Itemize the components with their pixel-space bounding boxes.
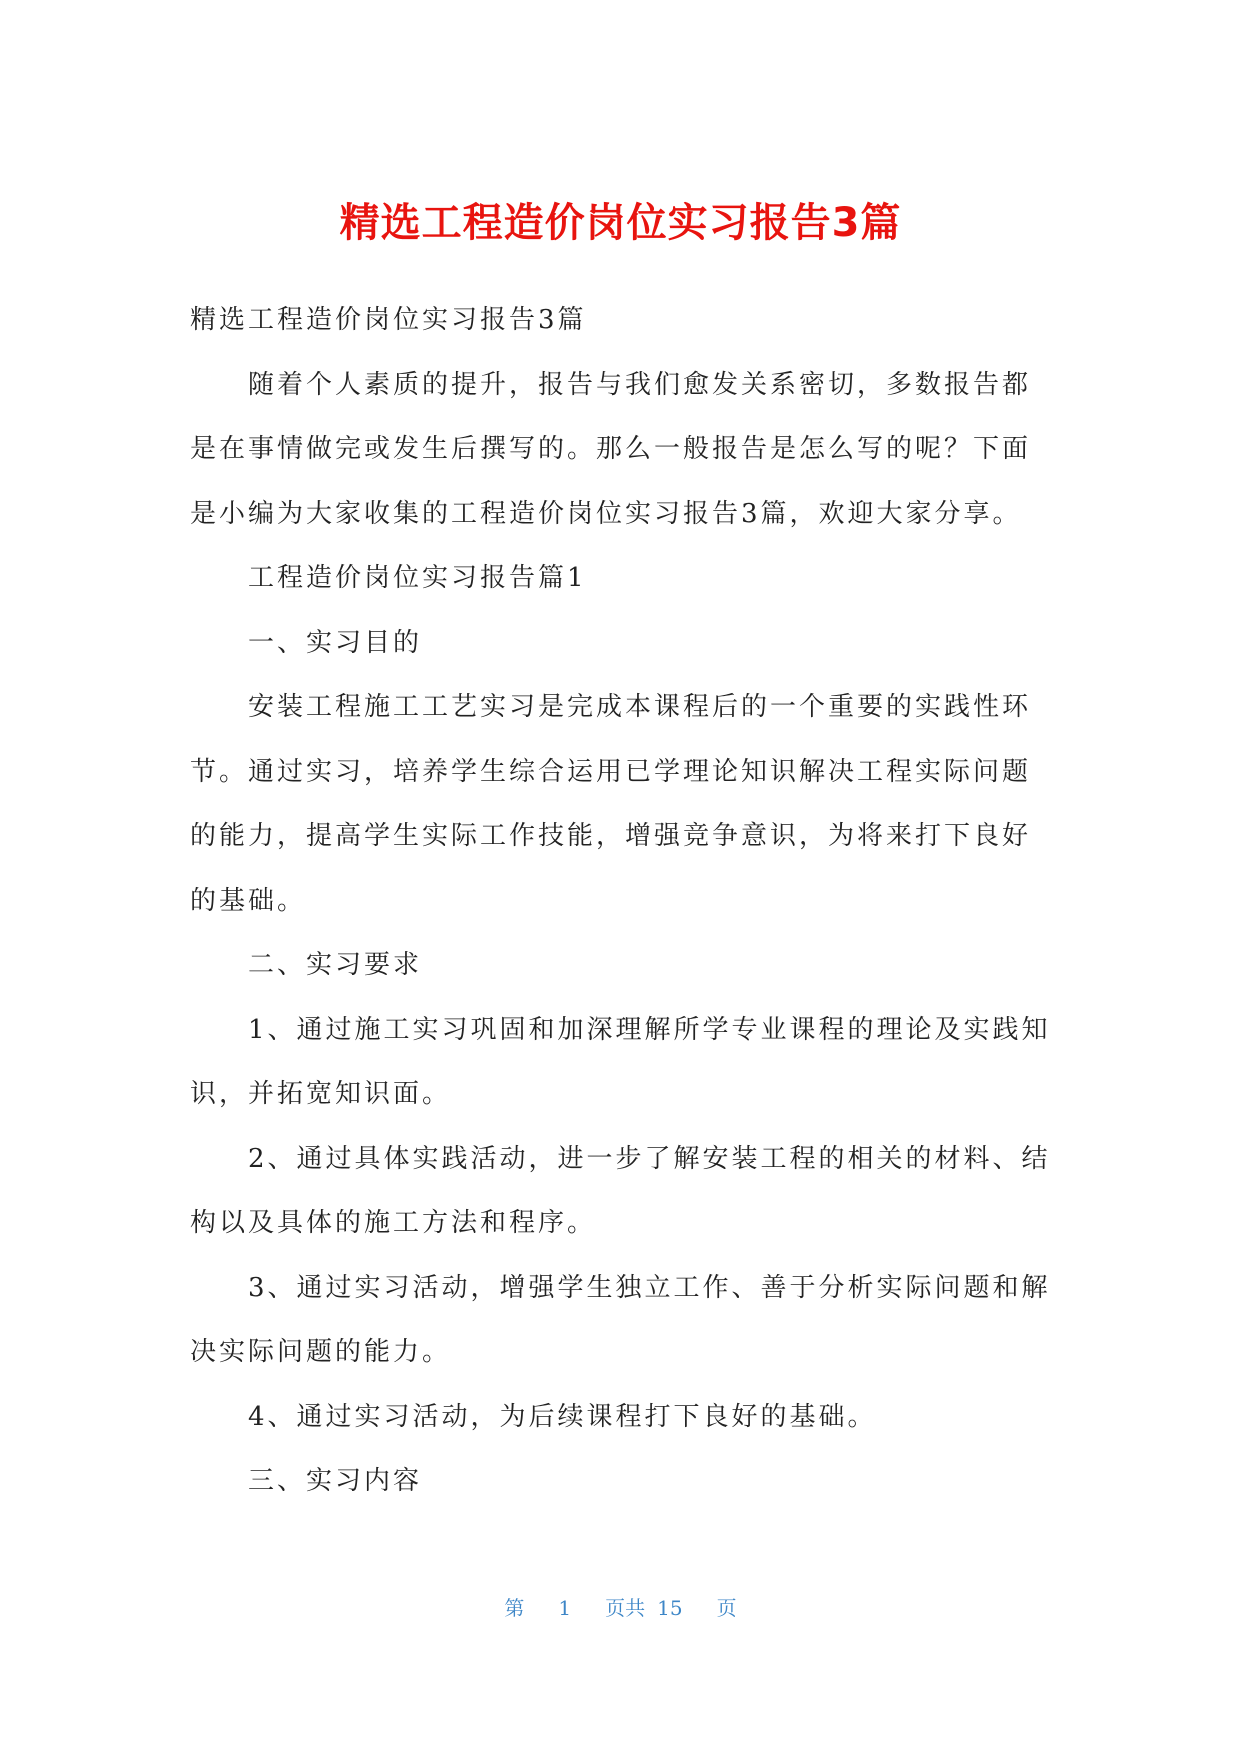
- body-line: 决实际问题的能力。: [190, 1337, 452, 1367]
- footer-suffix: 页: [716, 1596, 737, 1620]
- body-line: 随着个人素质的提升，报告与我们愈发关系密切，多数报告都: [248, 369, 1032, 400]
- current-page-number: 1: [558, 1596, 572, 1620]
- section-heading: 二、实习要求: [248, 950, 423, 980]
- body-line: 2、通过具体实践活动，进一步了解安装工程的相关的材料、结: [248, 1143, 1051, 1174]
- body-line: 是小编为大家收集的工程造价岗位实习报告3篇，欢迎大家分享。: [190, 498, 1022, 529]
- section-heading: 一、实习目的: [248, 627, 423, 658]
- body-line: 安装工程施工工艺实习是完成本课程后的一个重要的实践性环: [248, 692, 1032, 722]
- footer-mid: 页共: [605, 1596, 646, 1620]
- body-line: 是在事情做完或发生后撰写的。那么一般报告是怎么写的呢？下面: [190, 434, 1032, 464]
- body-line: 节。通过实习，培养学生综合运用已学理论知识解决工程实际问题: [190, 756, 1032, 787]
- total-pages-number: 15: [657, 1596, 683, 1620]
- body-line: 构以及具体的施工方法和程序。: [190, 1208, 597, 1238]
- section-heading: 三、实习内容: [248, 1466, 423, 1496]
- body-line: 的能力，提高学生实际工作技能，增强竞争意识，为将来打下良好: [190, 821, 1032, 851]
- body-line: 3、通过实习活动，增强学生独立工作、善于分析实际问题和解: [248, 1272, 1051, 1303]
- body-line: 1、通过施工实习巩固和加深理解所学专业课程的理论及实践知: [248, 1014, 1051, 1045]
- body-line: 的基础。: [190, 885, 307, 916]
- body-line: 识，并拓宽知识面。: [190, 1079, 452, 1109]
- section-heading: 工程造价岗位实习报告篇1: [248, 563, 587, 593]
- body-line: 4、通过实习活动，为后续课程打下良好的基础。: [248, 1401, 877, 1432]
- document-body: [190, 288, 1055, 1514]
- document-title: 精选工程造价岗位实习报告3篇: [339, 200, 902, 246]
- page-footer: [0, 1594, 1241, 1622]
- body-line: 精选工程造价岗位实习报告3篇: [190, 305, 587, 335]
- footer-prefix: 第: [504, 1596, 525, 1620]
